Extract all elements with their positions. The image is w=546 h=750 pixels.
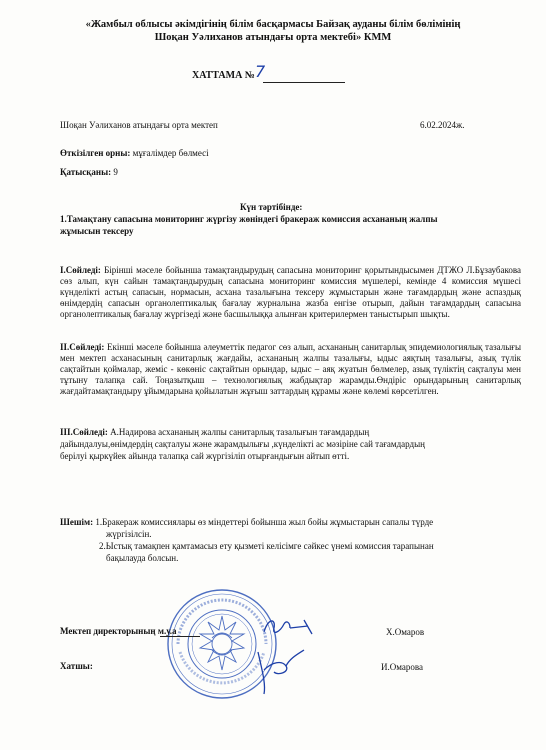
agenda-item-1-line1: 1.Тамақтану сапасына мониторинг жүргізу жөніндегі бракераж комиссия асхананың жалпы (60, 214, 438, 224)
secretary-label: Хатшы: (60, 661, 93, 671)
speech-2-paragraph (60, 342, 521, 397)
speech-3-line3: берілуі қыркүйек айында талапқа сай жүргізіліп отырғандығын айтып өтті. (60, 451, 350, 461)
attendance-line (60, 167, 118, 178)
venue-label: Өткізілген орны: (60, 148, 131, 158)
header-line-2: Шоқан Уәлиханов атындағы орта мектебі» КММ (154, 32, 392, 43)
speech-3-text-1: А.Надирова асхананың жалпы санитарлық тазалығын тағамдардың (107, 427, 370, 437)
protocol-number-underline (263, 82, 345, 83)
director-signature-line (160, 636, 200, 637)
protocol-title: ХАТТАМА № (192, 70, 255, 81)
director-name: Х.Омаров (386, 627, 425, 637)
speech-1-text: Бірінші мәселе бойынша тамақтандырудың сапасына мониторинг қорытындысымен ДТЖО Л.Бұзаубакова сөз алып, күн сайын тамақтандырудың сапасына мониторинг комиссия мүшелері, кемінде 4 комиссия мүшесі күнделікті астың сапасын, нормасын, асхана тазалығына тексеру жұмыстарын және тағамдардың және аспаздық өнімдердің сапасын органолептикалық бағалау журналына жазба енгізе отырып, дайын тағамдардың сапасына органолептикалық бағалау жүргізеді және басшылыққа алынған критерилермен таныстырып шықты. (60, 265, 521, 319)
speech-1-label: I.Сөйледі: (60, 265, 101, 275)
speech-2-label: II.Сөйледі: (60, 342, 105, 352)
agenda-item-1-line2: жұмысын тексеру (60, 226, 134, 236)
speech-3-line2: дайындалуы,өнімдердің сақталуы және жарамдылығы ,күнделікті ас мәзірінe сай тағамдардың (60, 439, 425, 449)
secretary-name: И.Омарова (381, 662, 424, 672)
secretary-signature-icon (248, 640, 308, 698)
decision-label: Шешім: (60, 517, 94, 527)
agenda-title: Күн тәртібінде: (240, 202, 303, 212)
venue-line (60, 148, 209, 159)
decision-line-1 (60, 517, 433, 528)
attendance-label: Қатысқаны: (60, 167, 112, 177)
speech-3-label: III.Сөйледі: (60, 427, 108, 437)
speech-3-line1 (60, 427, 369, 438)
director-label: Мектеп директорының м.у.а (60, 626, 177, 636)
decision-item-2: 2.Ыстық тамақпен қамтамасыз ету қызметі келісімге сәйкес үнемі комиссия тарапынан (99, 541, 434, 551)
speech-1-paragraph (60, 265, 521, 320)
header-line-1: «Жамбыл облысы әкімдігінің білім басқармасы Байзақ ауданы білім бөлімінің (85, 19, 461, 30)
decision-item-1: 1.Бракераж комиссиялары өз міндеттері бойынша жыл бойы жұмыстарын сапалы түрде (93, 517, 434, 527)
venue-value: мұғалімдер бөлмесі (130, 148, 209, 158)
attendance-value: 9 (111, 167, 118, 177)
decision-item-2-cont: бақылауда болсын. (106, 553, 179, 563)
protocol-number: 7 (255, 62, 266, 81)
speech-2-text: Екінші мәселе бойынша әлеуметтік педагог сөз алып, асхананың санитарлық эпидемиологиялық тазалығы мен мектеп асханасының санитарлық жағдайы, асхананың жалпы тазалығы, ыдыс аяқтың тазалығы, азық түлік сақтайтын қоймалар, жеміс - көкөніс сақтайтын орындар, ыдыс – аяқ жуатын бөлмелер, азық түліктің сақталуы мен тұтыну талапқа сай. Тоңазытқыш – технологиялық жабдықтар жарамды.Өндіріс орындарының санитарлық жағдайтамақтандыру ұйымдарына қойылатын жұғыш заттардың құрамы және көлемі көрсетілген. (60, 342, 521, 396)
school-name: Шоқан Уәлиханов атындағы орта мектеп (60, 120, 218, 130)
director-signature-icon (260, 614, 330, 640)
decision-item-1-cont: жүргізілсін. (106, 529, 152, 539)
protocol-date: 6.02.2024ж. (420, 120, 465, 130)
